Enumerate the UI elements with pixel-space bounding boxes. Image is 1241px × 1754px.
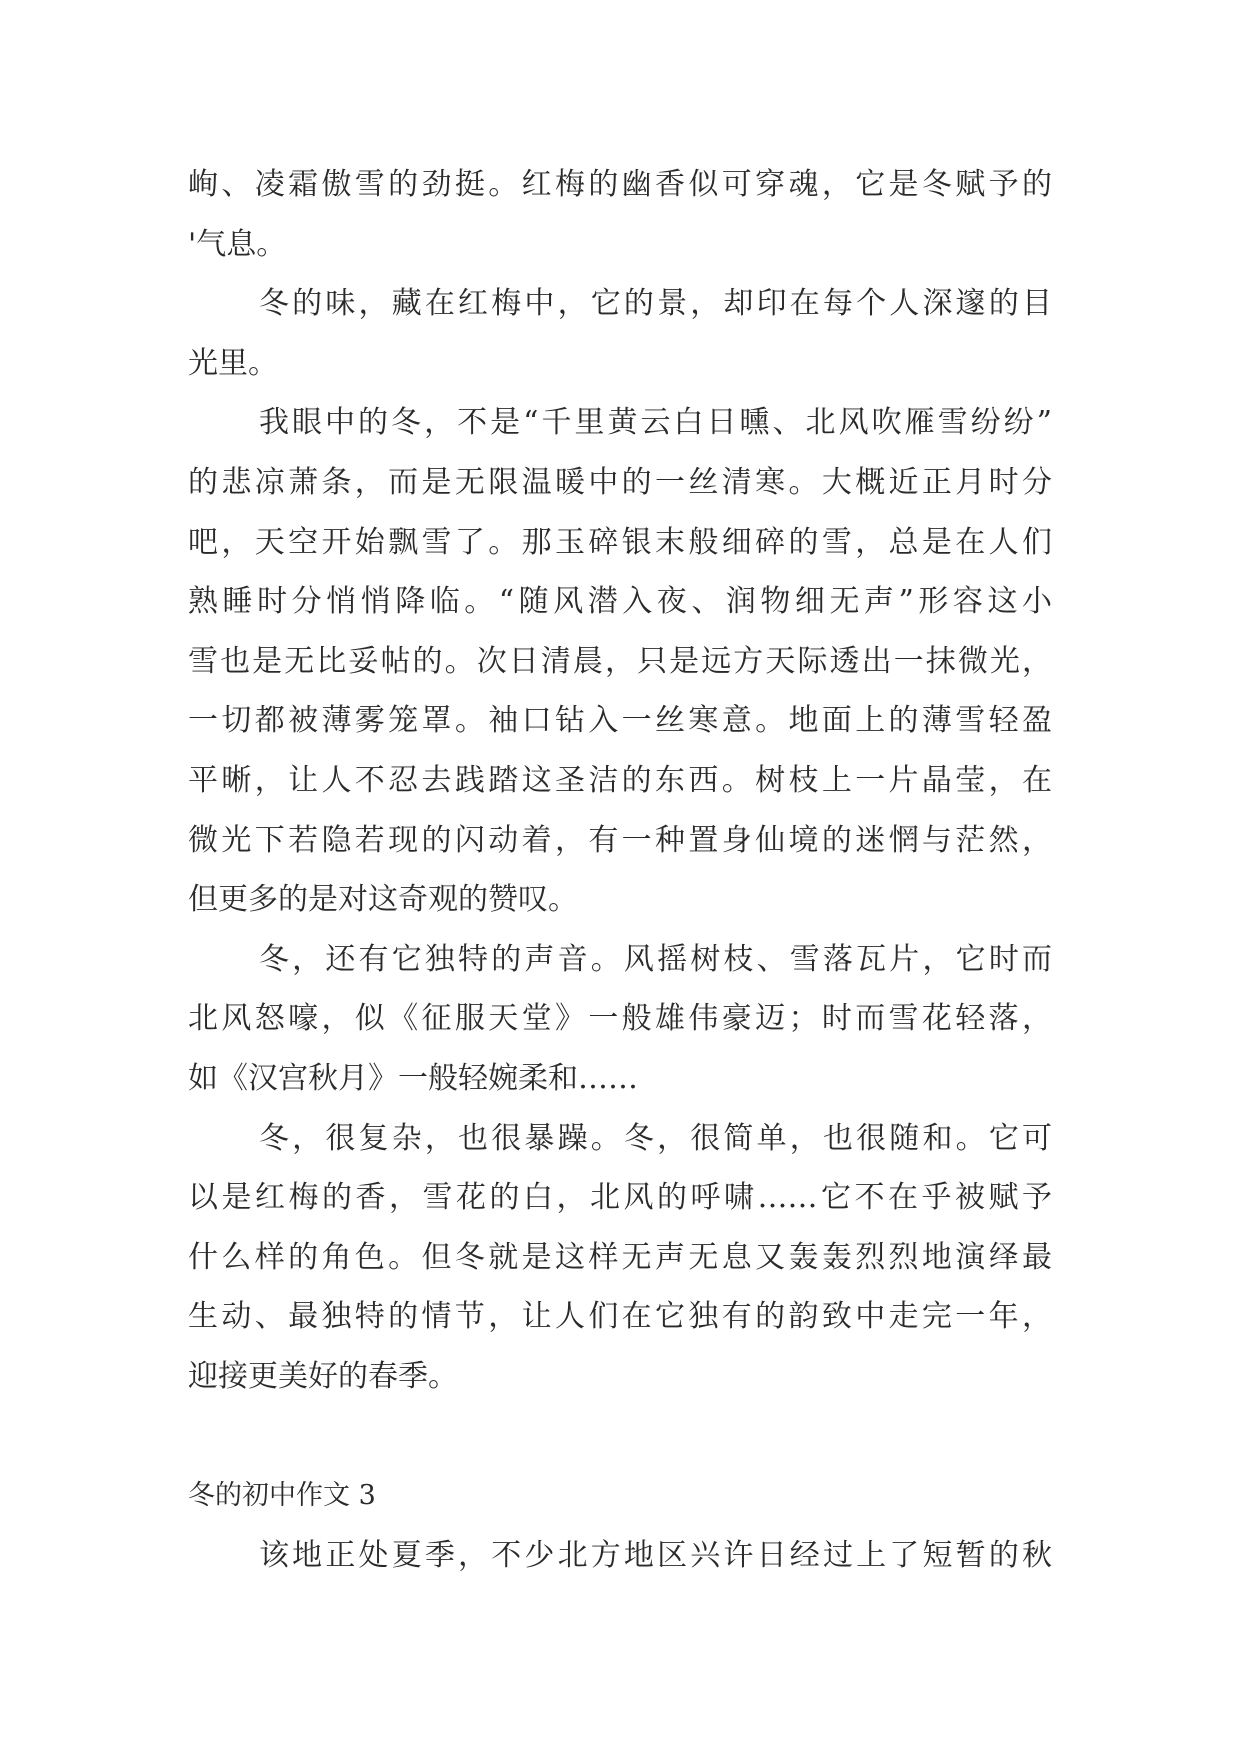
text-line: 峋、凌霜傲雪的劲挺。红梅的幽香似可穿魂，它是冬赋予的 xyxy=(188,167,1052,202)
paragraph xyxy=(188,393,1052,929)
text-line: 什么样的角色。但冬就是这样无声无息又轰轰烈烈地演绎最 xyxy=(188,1239,1052,1275)
text-line: '气息。 xyxy=(188,226,287,262)
text-line: 冬，还有它独特的声音。风摇树枝、雪落瓦片，它时而 xyxy=(259,941,1052,977)
paragraph xyxy=(188,274,1052,393)
text-line: 平晰，让人不忍去践踏这圣洁的东西。树枝上一片晶莹，在 xyxy=(188,762,1052,798)
text-line: 吧，天空开始飘雪了。那玉碎银末般细碎的雪，总是在人们 xyxy=(188,524,1052,560)
text-line: 冬的味，藏在红梅中，它的景，却印在每个人深邃的目 xyxy=(259,286,1052,322)
text-line: 迎接更美好的春季。 xyxy=(188,1358,458,1394)
paragraph xyxy=(188,1526,1052,1586)
text-line: 我眼中的冬，不是“千里黄云白日曛、北风吹雁雪纷纷” xyxy=(259,405,1052,441)
text-line: 如《汉宫秋月》一般轻婉柔和…… xyxy=(188,1060,638,1096)
text-line: 微光下若隐若现的闪动着，有一种置身仙境的迷惘与茫然， xyxy=(188,822,1052,858)
text-line: 以是红梅的香，雪花的白，北风的呼啸……它不在乎被赋予 xyxy=(188,1180,1052,1216)
text-line: 的悲凉萧条，而是无限温暖中的一丝清寒。大概近正月时分 xyxy=(188,464,1052,500)
text-line: 但更多的是对这奇观的赞叹。 xyxy=(188,882,578,918)
text-line: 熟睡时分悄悄降临。“随风潜入夜、润物细无声”形容这小 xyxy=(188,584,1052,620)
document-body xyxy=(188,155,1052,1585)
section-title: 冬的初中作文 3 xyxy=(188,1480,376,1512)
text-line: 冬，很复杂，也很暴躁。冬，很简单，也很随和。它可 xyxy=(259,1120,1052,1156)
text-line: 该地正处夏季，不少北方地区兴许日经过上了短暂的秋 xyxy=(259,1537,1052,1573)
text-line: 一切都被薄雾笼罩。袖口钻入一丝寒意。地面上的薄雪轻盈 xyxy=(188,703,1052,739)
text-line: 北风怒嚎，似《征服天堂》一般雄伟豪迈；时而雪花轻落， xyxy=(188,1001,1052,1037)
text-line: 光里。 xyxy=(188,345,278,381)
paragraph xyxy=(188,1109,1052,1407)
text-line: 生动、最独特的情节，让人们在它独有的韵致中走完一年， xyxy=(188,1299,1052,1335)
paragraph xyxy=(188,155,1052,274)
text-line: 雪也是无比妥帖的。次日清晨，只是远方天际透出一抹微光， xyxy=(188,643,1052,679)
paragraph xyxy=(188,930,1052,1109)
